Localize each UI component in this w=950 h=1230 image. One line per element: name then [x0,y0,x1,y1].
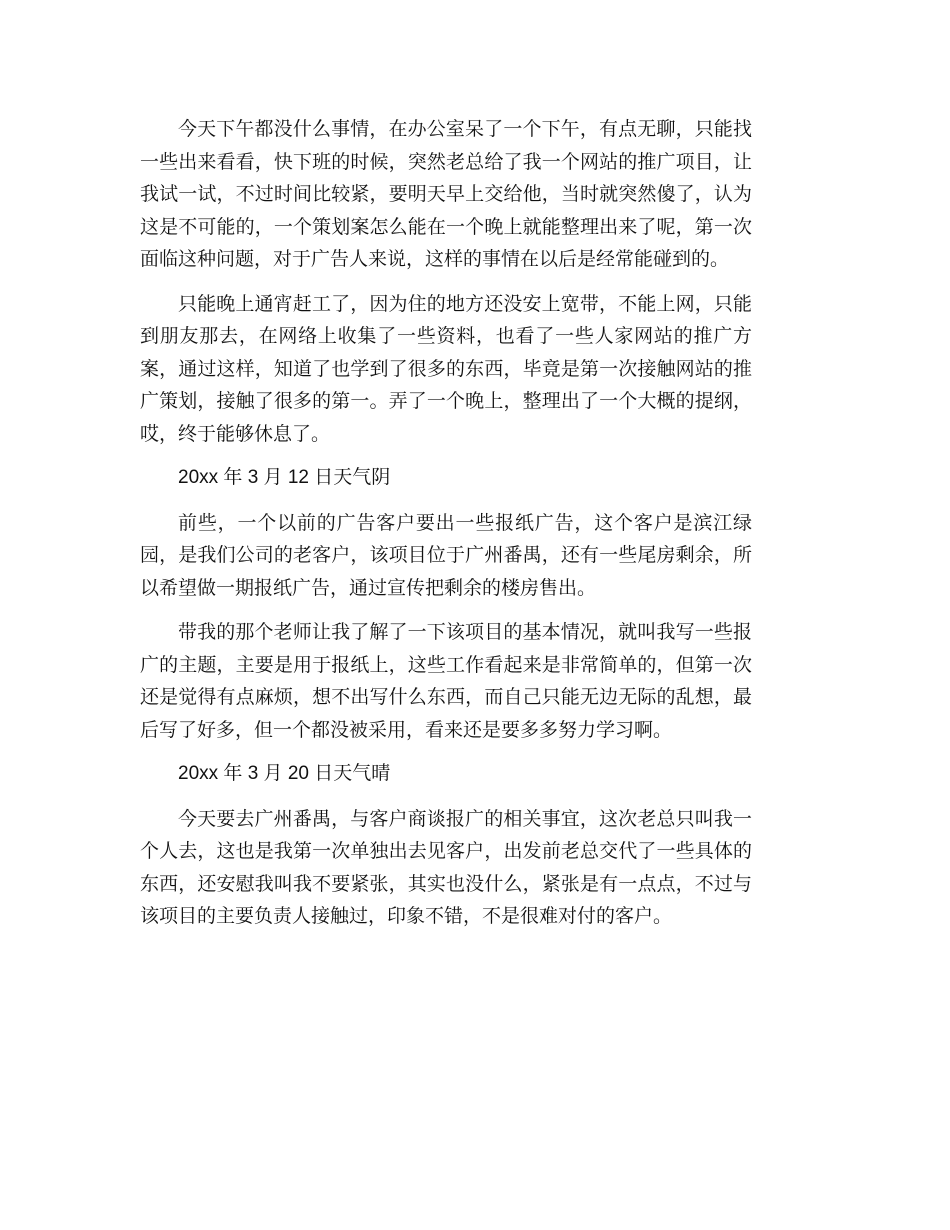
paragraph-1: 今天下午都没什么事情，在办公室呆了一个下午，有点无聊，只能找一些出来看看，快下班的时候，突然老总给了我一个网站的推广项目，让我试一试，不过时间比较紧，要明天早上交给他，当时就突然傻了，认为这是不可能的，一个策划案怎么能在一个晚上就能整理出来了呢，第一次面临这种问题，对于广告人来说，这样的事情在以后是经常能碰到的。 [140,118,752,270]
date-heading-2: 20xx 年 3 月 20 日天气晴 [178,763,391,784]
date-heading-1: 20xx 年 3 月 12 日天气阴 [178,467,391,488]
paragraph-4: 带我的那个老师让我了解了一下该项目的基本情况，就叫我写一些报广的主题，主要是用于报纸上，这些工作看起来是非常简单的，但第一次还是觉得有点麻烦，想不出写什么东西，而自己只能无边无际的乱想，最后写了好多，但一个都没被采用，看来还是要多多努力学习啊。 [140,621,752,741]
paragraph-2: 只能晚上通宵赶工了，因为住的地方还没安上宽带，不能上网，只能到朋友那去，在网络上收集了一些资料，也看了一些人家网站的推广方案，通过这样，知道了也学到了很多的东西，毕竟是第一次接触网站的推广策划，接触了很多的第一。弄了一个晚上，整理出了一个大概的提纲，哎，终于能够休息了。 [140,292,752,445]
document-body [140,113,752,945]
paragraph-3: 前些，一个以前的广告客户要出一些报纸广告，这个客户是滨江绿园，是我们公司的老客户，该项目位于广州番禺，还有一些尾房剩余，所以希望做一期报纸广告，通过宣传把剩余的楼房售出。 [140,511,752,599]
paragraph-5: 今天要去广州番禺，与客户商谈报广的相关事宜，这次老总只叫我一个人去，这也是我第一次单独出去见客户，出发前老总交代了一些具体的东西，还安慰我叫我不要紧张，其实也没什么，紧张是有一点点，不过与该项目的主要负责人接触过，印象不错，不是很难对付的客户。 [140,807,752,927]
